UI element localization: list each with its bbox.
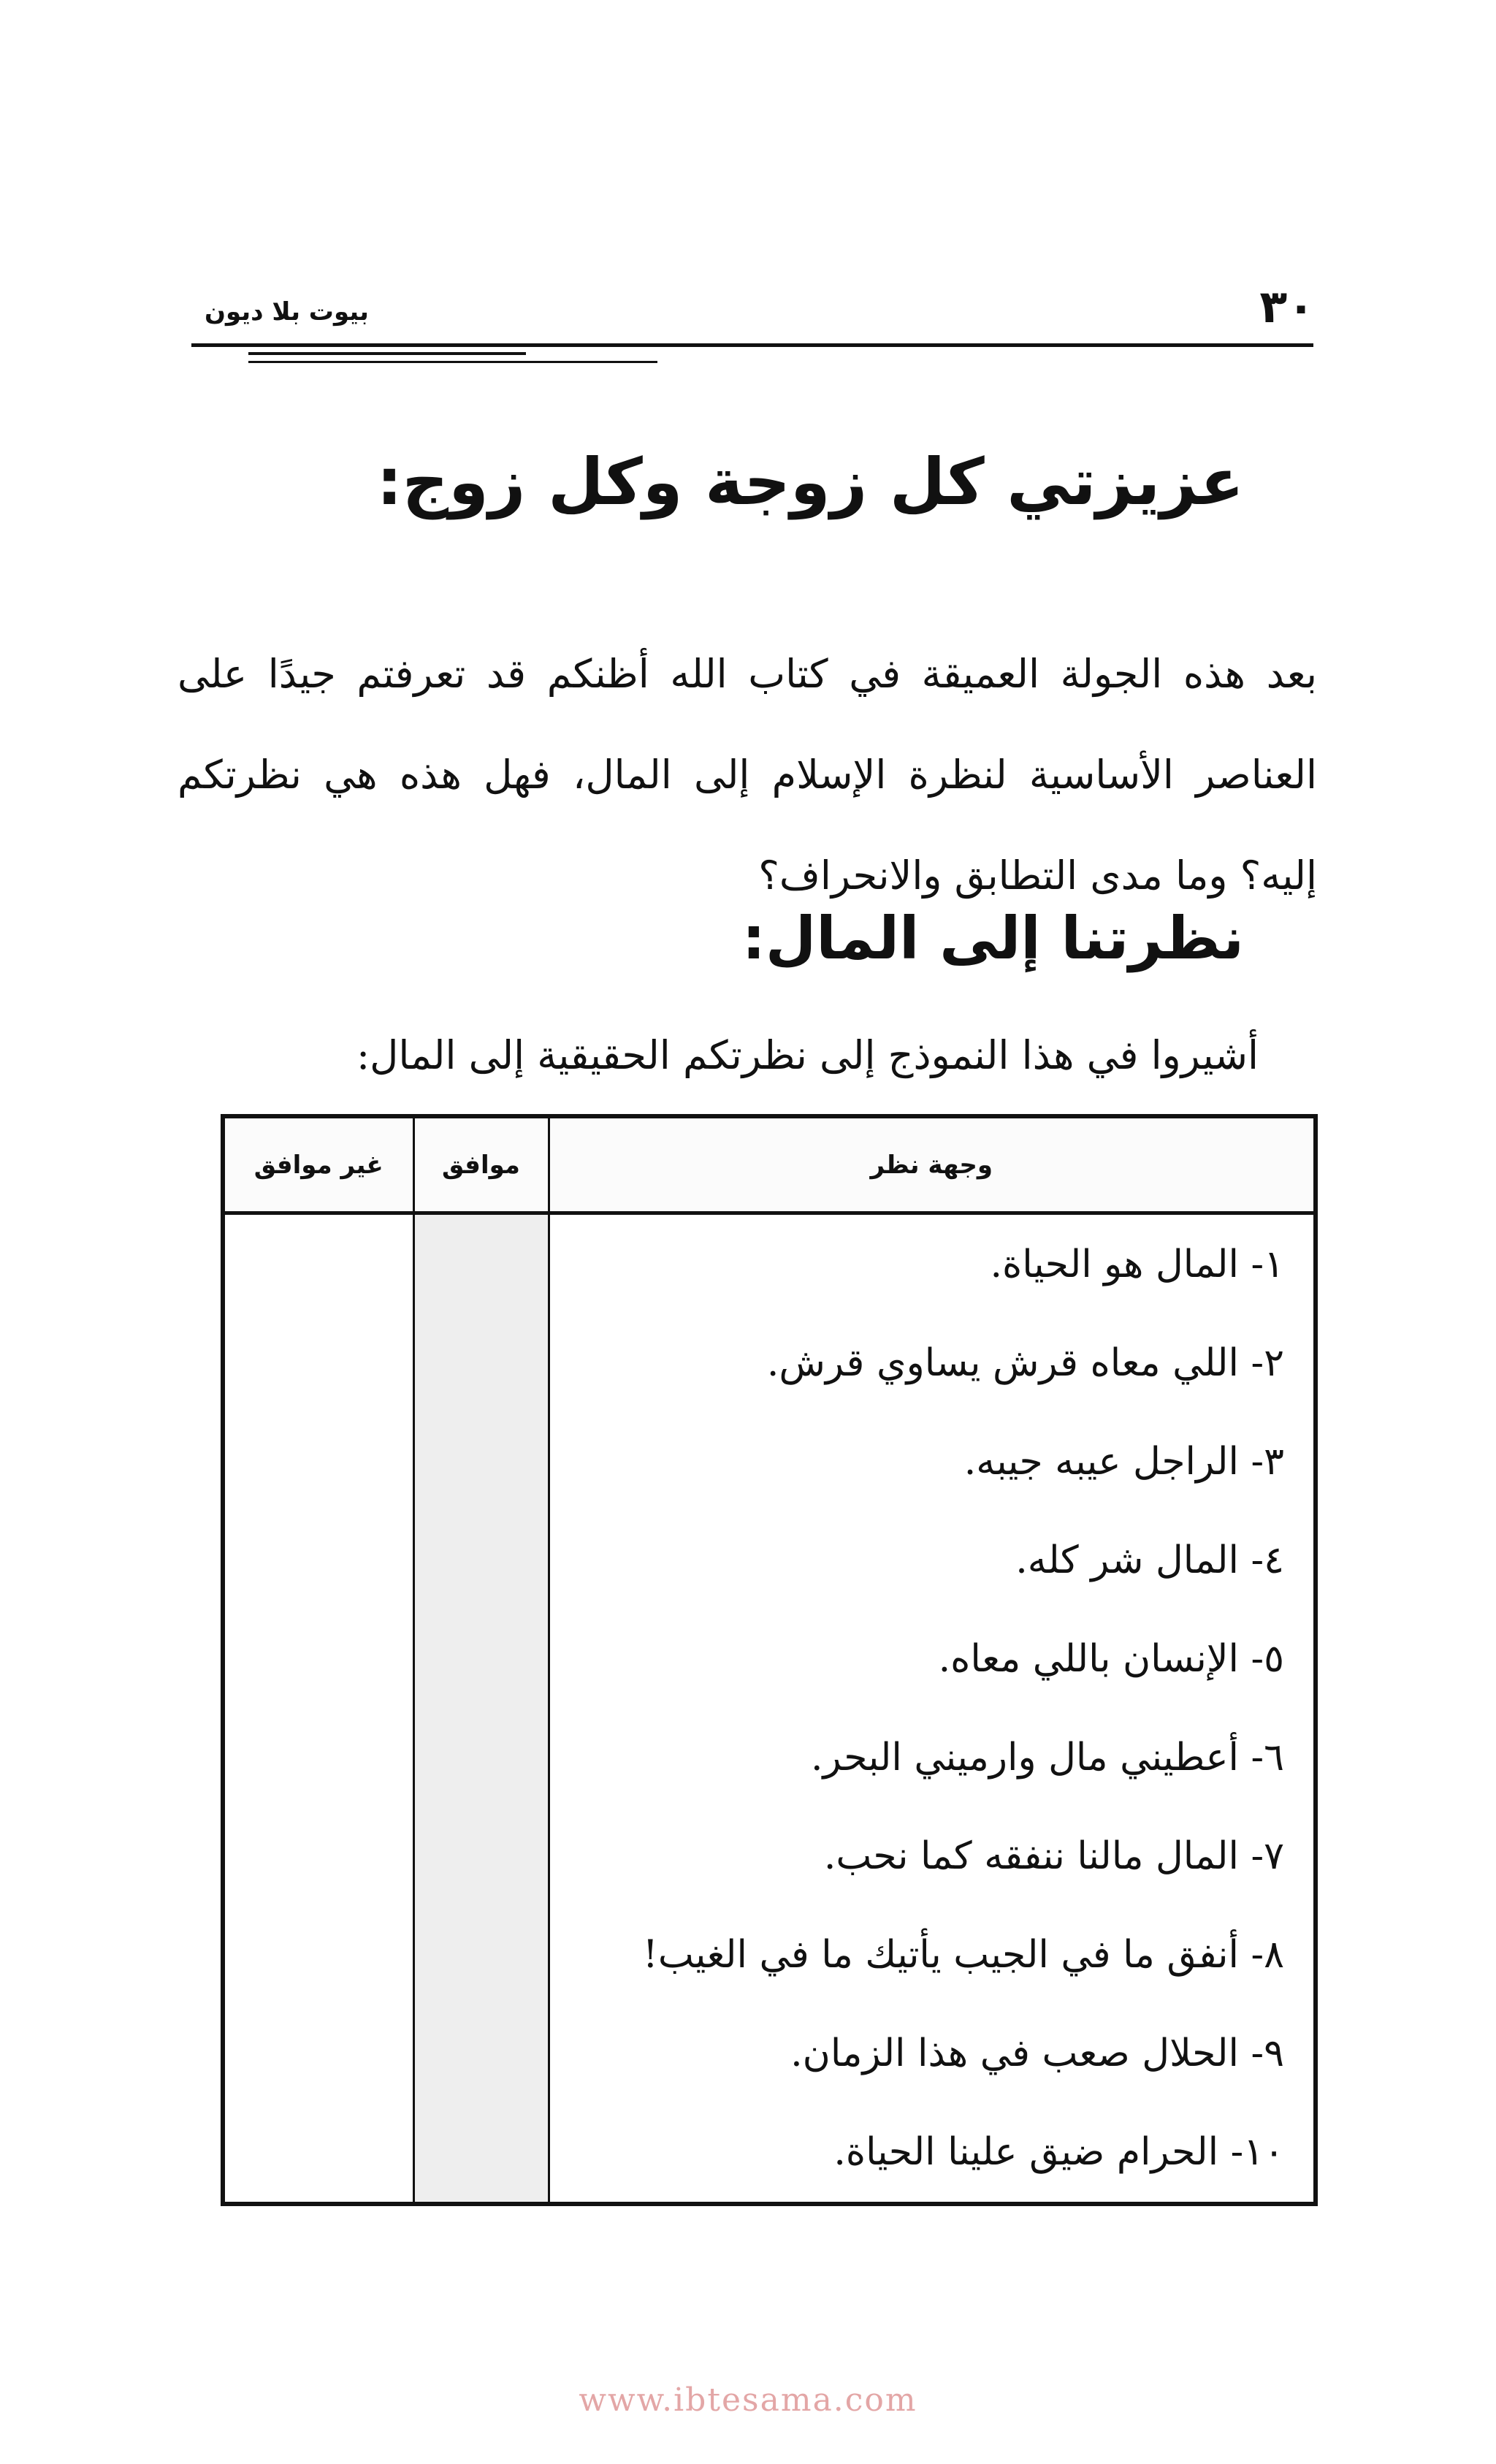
table-header-row [223,1116,1316,1213]
header-underline-short [248,352,526,355]
agree-cell[interactable] [413,2103,549,2204]
statement-cell: ٢- اللي معاه قرش يساوي قرش. [549,1313,1316,1412]
agree-cell[interactable] [413,1708,549,1807]
table-row [223,2103,1316,2204]
page-number: ٣٠ [1259,280,1315,333]
statement-cell: ٤- المال شر كله. [549,1511,1316,1609]
agree-cell[interactable] [413,1511,549,1609]
table-row [223,2005,1316,2103]
table-row [223,1213,1316,1314]
disagree-cell[interactable] [223,1412,413,1511]
statement-cell: ٨- أنفق ما في الجيب يأتيك ما في الغيب! [549,1906,1316,2005]
running-title: بيوت بلا ديون [205,297,369,327]
disagree-cell[interactable] [223,2103,413,2204]
table-row [223,1313,1316,1412]
table-row [223,1708,1316,1807]
header-rule [191,343,1313,347]
disagree-cell[interactable] [223,1609,413,1708]
disagree-cell[interactable] [223,1213,413,1314]
table-row [223,1511,1316,1609]
statement-cell: ٩- الحلال صعب في هذا الزمان. [549,2005,1316,2103]
disagree-cell[interactable] [223,1511,413,1609]
column-header-agree: موافق [413,1116,549,1213]
column-header-disagree: غير موافق [223,1116,413,1213]
disagree-cell[interactable] [223,1807,413,1906]
agree-cell[interactable] [413,1807,549,1906]
agree-cell[interactable] [413,1609,549,1708]
section-heading-money-view: نظرتنا إلى المال: [741,904,1244,972]
table-row [223,1412,1316,1511]
statement-cell: ٣- الراجل عيبه جيبه. [549,1412,1316,1511]
section-heading-spouses: عزيزتي كل زوجة وكل زوج: [376,444,1244,519]
opinion-survey-table [221,1114,1318,2206]
statement-cell: ١٠- الحرام ضيق علينا الحياة. [549,2103,1316,2204]
form-instruction: أشيروا في هذا النموذج إلى نظرتكم الحقيقية إلى المال: [356,1032,1259,1078]
header-underline-long [248,361,657,363]
statement-cell: ٥- الإنسان باللي معاه. [549,1609,1316,1708]
agree-cell[interactable] [413,1313,549,1412]
watermark-url: www.ibtesama.com [579,2381,917,2419]
disagree-cell[interactable] [223,1906,413,2005]
running-header [190,278,1315,336]
intro-paragraph: بعد هذه الجولة العميقة في كتاب الله أظنكم قد تعرفتم جيدًا على العناصر الأساسية لنظرة الإسلام إلى المال، فهل هذه هي نظرتكم إليه؟ وما مدى التطابق والانحراف؟ [178,651,1317,899]
agree-cell[interactable] [413,1213,549,1314]
agree-cell[interactable] [413,2005,549,2103]
statement-cell: ٦- أعطيني مال وارميني البحر. [549,1708,1316,1807]
statement-cell: ١- المال هو الحياة. [549,1213,1316,1314]
table-row [223,1906,1316,2005]
disagree-cell[interactable] [223,1708,413,1807]
agree-cell[interactable] [413,1906,549,2005]
disagree-cell[interactable] [223,2005,413,2103]
statement-cell: ٧- المال مالنا ننفقه كما نحب. [549,1807,1316,1906]
disagree-cell[interactable] [223,1313,413,1412]
column-header-statement: وجهة نظر [549,1116,1316,1213]
table-row [223,1609,1316,1708]
agree-cell[interactable] [413,1412,549,1511]
table-row [223,1807,1316,1906]
